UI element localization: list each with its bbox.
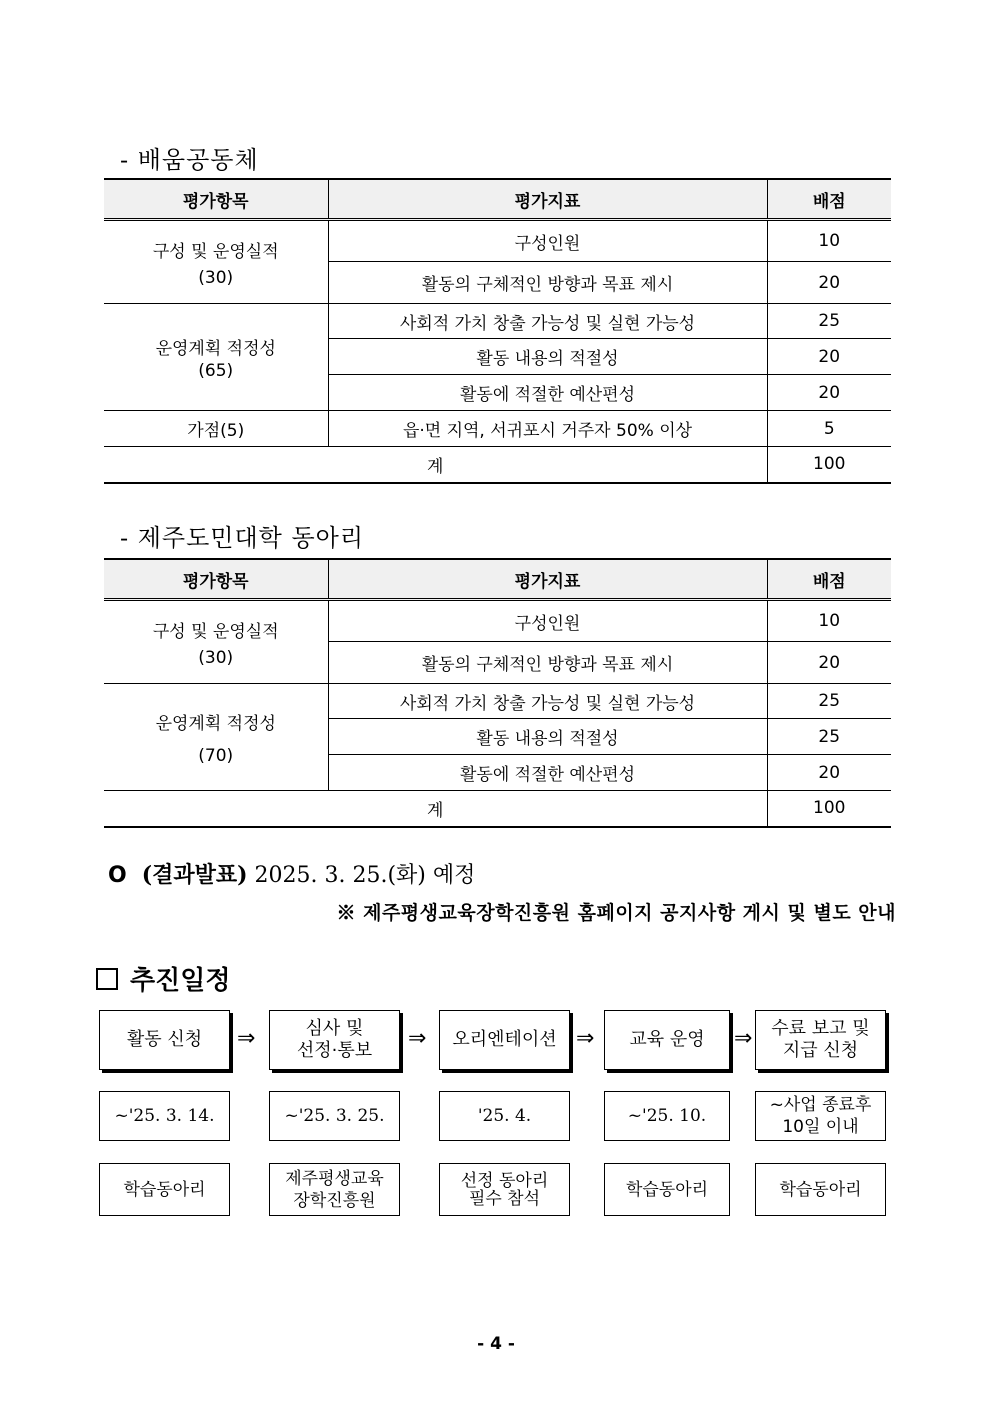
step-label: 심사 및: [305, 1018, 364, 1039]
indicator-cell: 구성인원: [328, 220, 767, 262]
indicator-cell: 활동의 구체적인 방향과 목표 제시: [328, 642, 767, 684]
category-score: (30): [198, 647, 234, 668]
table-row: [104, 684, 891, 719]
evaluation-table-citizen-college-club: [104, 558, 891, 828]
section-heading-citizen-college-club: - 제주도민대학 동아리: [120, 524, 365, 552]
step-responsible-text: 학습동아리: [779, 1179, 862, 1200]
indicator-cell: 활동에 적절한 예산편성: [328, 375, 767, 411]
schedule-step: [99, 1010, 230, 1070]
step-responsible-text: 제주평생교육: [285, 1168, 384, 1189]
step-responsible: [604, 1163, 730, 1216]
right-double-arrow-icon: ⇒: [734, 1026, 753, 1051]
header-points: 배점: [767, 179, 891, 220]
step-date: [604, 1091, 730, 1141]
schedule-step: [604, 1010, 730, 1070]
category-score: (30): [198, 267, 234, 288]
indicator-cell: 활동 내용의 적절성: [328, 339, 767, 375]
step-date: [755, 1091, 886, 1141]
right-double-arrow-icon: ⇒: [237, 1026, 256, 1051]
indicator-cell: 사회적 가치 창출 가능성 및 실현 가능성: [328, 684, 767, 719]
result-note: ※ 제주평생교육장학진흥원 홈페이지 공지사항 게시 및 별도 안내: [336, 902, 896, 924]
total-label: 계: [104, 447, 767, 483]
total-points: 100: [767, 447, 891, 483]
right-double-arrow-icon: ⇒: [576, 1026, 595, 1051]
result-date: 2025. 3. 25.(화) 예정: [254, 863, 476, 888]
step-date: [99, 1091, 230, 1141]
schedule-step: [755, 1010, 886, 1070]
category-cell: [104, 600, 328, 684]
total-label: 계: [104, 791, 767, 827]
points-cell: 20: [767, 755, 891, 791]
points-cell: 25: [767, 684, 891, 719]
total-points: 100: [767, 791, 891, 827]
step-responsible-text-line2: 장학진흥원: [293, 1190, 376, 1211]
total-row: [104, 447, 891, 483]
points-cell: 5: [767, 411, 891, 447]
schedule-step: [269, 1010, 400, 1070]
category-label: 운영계획 적정성: [155, 713, 276, 734]
square-bullet-icon: [96, 968, 118, 990]
section-heading-learning-community: - 배움공동체: [120, 146, 259, 174]
category-cell: [104, 304, 328, 411]
step-responsible: [269, 1163, 400, 1216]
points-cell: 10: [767, 220, 891, 262]
points-cell: 25: [767, 719, 891, 755]
table-row: [104, 600, 891, 642]
table-header-row: [104, 179, 891, 220]
category-label: 운영계획 적정성: [155, 338, 276, 359]
points-cell: 20: [767, 642, 891, 684]
step-responsible-text: 선정 동아리: [460, 1170, 549, 1191]
indicator-cell: 활동 내용의 적절성: [328, 719, 767, 755]
indicator-cell: 활동의 구체적인 방향과 목표 제시: [328, 262, 767, 304]
step-label: 활동 신청: [126, 1029, 203, 1050]
table-row: [104, 304, 891, 339]
step-label: 오리엔테이션: [452, 1029, 557, 1050]
header-indicator: 평가지표: [328, 559, 767, 600]
step-date-text: ~'25. 3. 14.: [114, 1106, 215, 1126]
category-label: 구성 및 운영실적: [152, 621, 279, 642]
points-cell: 10: [767, 600, 891, 642]
step-label-line2: 선정·통보: [296, 1040, 373, 1061]
indicator-cell: 읍·면 지역, 서귀포시 거주자 50% 이상: [328, 411, 767, 447]
header-category: 평가항목: [104, 559, 328, 600]
header-category: 평가항목: [104, 179, 328, 220]
table-header-row: [104, 559, 891, 600]
step-date: [439, 1091, 570, 1141]
category-cell: 가점(5): [104, 411, 328, 447]
step-date-text: ~사업 종료후: [769, 1095, 872, 1115]
schedule-title-text: 추진일정: [130, 966, 231, 996]
category-label: 구성 및 운영실적: [152, 241, 279, 262]
step-date-text-line2: 10일 이내: [782, 1117, 859, 1137]
points-cell: 20: [767, 262, 891, 304]
step-label: 교육 운영: [629, 1029, 705, 1050]
step-label: 수료 보고 및: [771, 1018, 870, 1039]
indicator-cell: 구성인원: [328, 600, 767, 642]
step-responsible-text: 학습동아리: [625, 1179, 709, 1200]
table-row: [104, 220, 891, 262]
step-responsible: [439, 1163, 570, 1216]
result-label: (결과발표): [141, 862, 248, 888]
right-double-arrow-icon: ⇒: [408, 1026, 427, 1051]
result-announcement: [108, 858, 475, 889]
category-score: (70): [198, 745, 234, 766]
step-label-line2: 지급 신청: [782, 1040, 859, 1061]
schedule-title: [96, 960, 230, 997]
category-score: (65): [198, 360, 234, 381]
points-cell: 25: [767, 304, 891, 339]
table-row: [104, 411, 891, 447]
indicator-cell: 사회적 가치 창출 가능성 및 실현 가능성: [328, 304, 767, 339]
indicator-cell: 활동에 적절한 예산편성: [328, 755, 767, 791]
step-responsible: [755, 1163, 886, 1216]
page-number: - 4 -: [477, 1334, 515, 1354]
step-responsible-text: 학습동아리: [123, 1179, 206, 1200]
schedule-step: [439, 1010, 570, 1070]
step-date-text: ~'25. 10.: [627, 1106, 707, 1126]
evaluation-table-learning-community: [104, 178, 891, 484]
header-points: 배점: [767, 559, 891, 600]
step-date-text: ~'25. 3. 25.: [284, 1106, 385, 1126]
header-indicator: 평가지표: [328, 179, 767, 220]
points-cell: 20: [767, 339, 891, 375]
step-responsible: [99, 1163, 230, 1216]
step-responsible-text-line2: 필수 참석: [468, 1188, 541, 1209]
total-row: [104, 791, 891, 827]
step-date: [269, 1091, 400, 1141]
category-cell: [104, 684, 328, 791]
category-cell: [104, 220, 328, 304]
step-date-text: '25. 4.: [477, 1106, 532, 1126]
points-cell: 20: [767, 375, 891, 411]
circle-bullet-icon: O: [108, 863, 127, 888]
